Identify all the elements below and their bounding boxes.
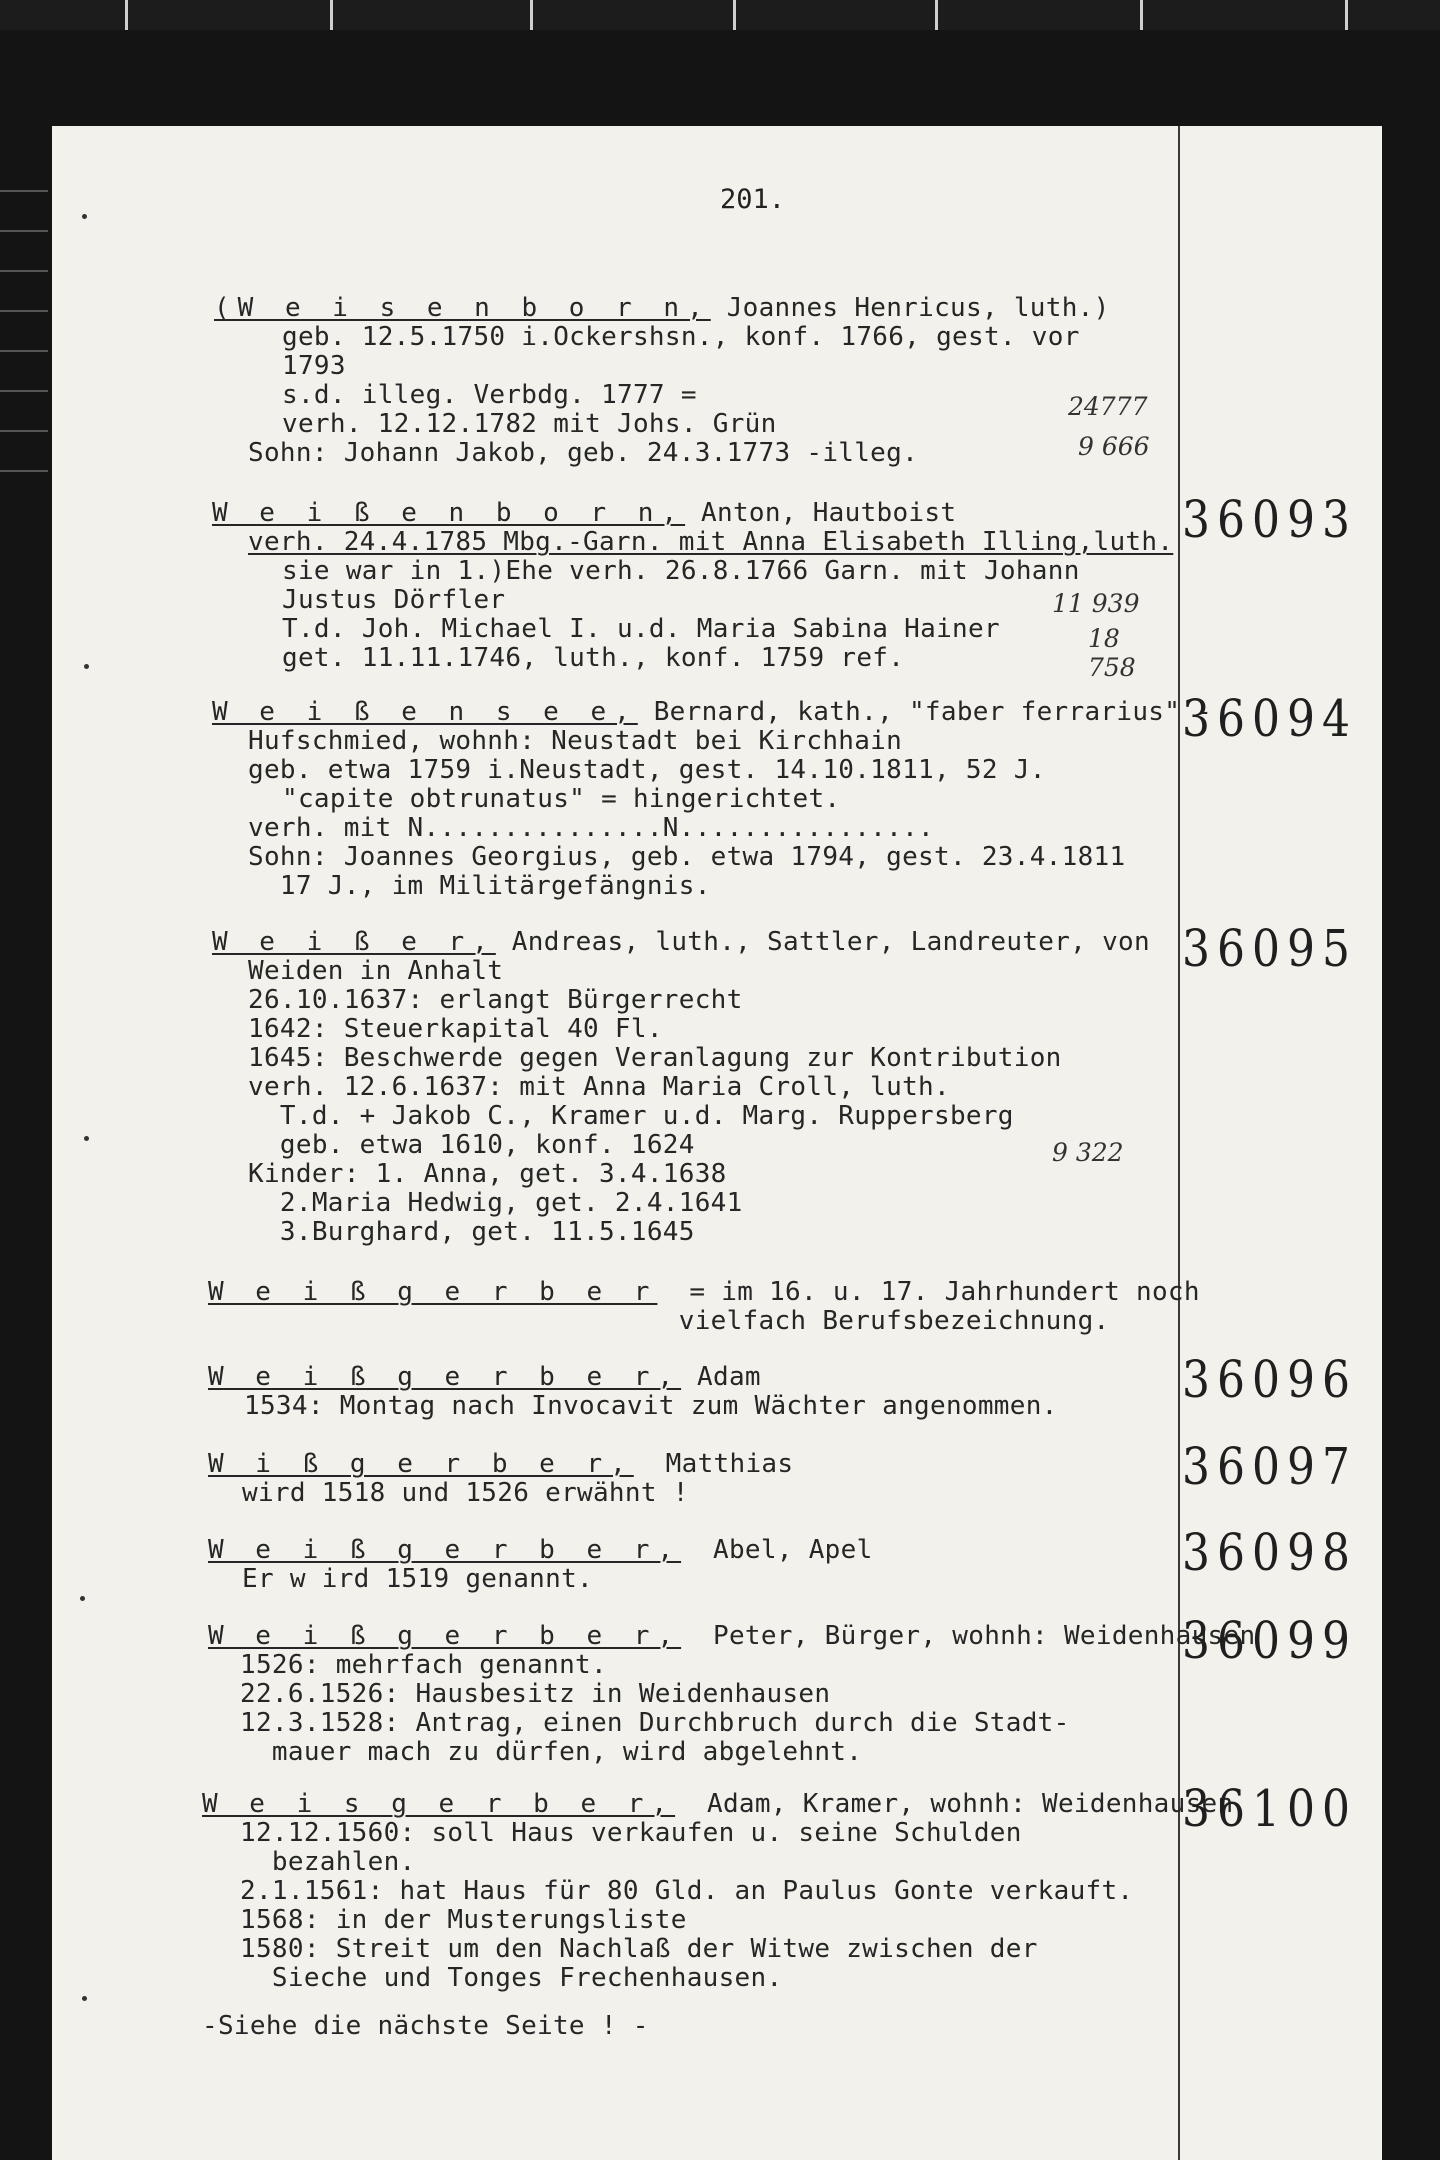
margin-mark [82,1996,87,2001]
entry-heading: W e i ß g e r b e r, Abel, Apel [208,1535,873,1565]
record-number: 36093 [1182,491,1357,550]
footer-note: -Siehe die nächste Seite ! - [202,2011,649,2041]
entry-line: Sohn: Johann Jakob, geb. 24.3.1773 -illeg. [248,438,919,468]
entry-line: 12.12.1560: soll Haus verkaufen u. seine Schulden [240,1818,1022,1848]
entry-line: 17 J., im Militärgefängnis. [248,871,711,901]
entry-line: sie war in 1.)Ehe verh. 26.8.1766 Garn. mit Johann [282,556,1080,586]
entry-heading: (W e i s e n b o r n, Joannes Henricus, luth.) [214,293,1110,323]
entry-line: 1534: Montag nach Invocavit zum Wächter angenommen. [244,1391,1058,1421]
entry-line: 26.10.1637: erlangt Bürgerrecht [248,985,743,1015]
margin-mark [84,1136,89,1141]
surname: W e i ß g e r b e r, [208,1621,682,1651]
entry-heading: W e i ß g e r b e r = im 16. u. 17. Jahrhundert noch [208,1277,1200,1307]
handwritten-note: 9 322 [1052,1138,1124,1167]
entry-line: bezahlen. [240,1847,416,1877]
page-number: 201. [720,184,786,215]
entry-heading: W e i ß e r, Andreas, luth., Sattler, Landreuter, von [212,927,1150,957]
handwritten-note: 9 666 [1078,432,1150,461]
entry-line: 12.3.1528: Antrag, einen Durchbruch durch die Stadt- [240,1708,1070,1738]
entry-line: 1526: mehrfach genannt. [240,1650,607,1680]
entry-line: verh. mit N...............N................ [248,813,934,843]
entry-line: T.d. + Jakob C., Kramer u.d. Marg. Ruppersberg [248,1101,1014,1131]
entry-line: Sohn: Joannes Georgius, geb. etwa 1794, gest. 23.4.1811 [248,842,1126,872]
entry-line: Kinder: 1. Anna, get. 3.4.1638 [248,1159,727,1189]
entry-line: 2.Maria Hedwig, get. 2.4.1641 [248,1188,743,1218]
surname: W e i ß e n s e e, [212,697,638,727]
entry-line: 22.6.1526: Hausbesitz in Weidenhausen [240,1679,831,1709]
record-number: 36095 [1182,920,1357,979]
record-number: 36097 [1182,1438,1357,1497]
document-page [52,126,1382,2160]
margin-rule [1178,126,1180,2160]
entry-line: verh. 24.4.1785 Mbg.-Garn. mit Anna Elisabeth Illing,luth. [248,527,1174,557]
record-number: 36098 [1182,1524,1357,1583]
record-number: 36094 [1182,690,1357,749]
surname: W e i ß g e r b e r, [208,1362,682,1392]
entry-line: Er w ird 1519 genannt. [242,1564,593,1594]
surname: W e i ß e n b o r n, [212,498,686,528]
entry-line: mauer mach zu dürfen, wird abgelehnt. [240,1737,863,1767]
entry-line: Sieche und Tonges Frechenhausen. [240,1963,783,1993]
entry-heading: W i ß g e r b e r, Matthias [208,1449,794,1479]
entry-line: s.d. illeg. Verbdg. 1777 = [282,380,697,410]
entry-line: 1642: Steuerkapital 40 Fl. [248,1014,663,1044]
entry-line: T.d. Joh. Michael I. u.d. Maria Sabina Hainer [282,614,1000,644]
surname: W i ß g e r b e r, [208,1449,634,1479]
entry-line: vielfach Berufsbezeichnung. [248,1306,1110,1336]
entry-line: get. 11.11.1746, luth., konf. 1759 ref. [282,643,905,673]
handwritten-note: 11 939 [1052,589,1140,618]
entry-line: Hufschmied, wohnh: Neustadt bei Kirchhain [248,726,903,756]
handwritten-note: 18 758 [1088,624,1136,682]
entry-line: wird 1518 und 1526 erwähnt ! [242,1478,689,1508]
entry-line: geb. 12.5.1750 i.Ockershsn., konf. 1766, gest. vor [282,322,1080,352]
entry-line: verh. 12.6.1637: mit Anna Maria Croll, luth. [248,1072,950,1102]
margin-mark [80,1596,85,1601]
entry-line: Weiden in Anhalt [248,956,504,986]
entry-line: 3.Burghard, get. 11.5.1645 [248,1217,695,1247]
margin-mark [84,664,89,669]
entry-line: Justus Dörfler [282,585,506,615]
entry-line: 1568: in der Musterungsliste [240,1905,687,1935]
record-number: 36096 [1182,1351,1357,1410]
surname: (W e i s e n b o r n, [214,293,711,323]
film-strip-top [0,0,1440,30]
record-number: 36100 [1182,1780,1357,1839]
margin-mark [82,214,87,219]
entry-line: 1793 [282,351,346,381]
entry-line: "capite obtrunatus" = hingerichtet. [282,784,841,814]
entry-heading: W e i ß e n s e e, Bernard, kath., "faber ferrarius" - [212,697,1213,727]
entry-line: geb. etwa 1610, konf. 1624 [248,1130,695,1160]
record-number: 36099 [1182,1612,1357,1671]
entry-line: 2.1.1561: hat Haus für 80 Gld. an Paulus Gonte verkauft. [240,1876,1134,1906]
handwritten-note: 24777 [1068,392,1148,421]
entry-heading: W e i s g e r b e r, Adam, Kramer, wohnh: Weidenhausen [202,1789,1234,1819]
entry-line: 1580: Streit um den Nachlaß der Witwe zwischen der [240,1934,1038,1964]
surname: W e i ß g e r b e r [208,1277,658,1307]
entry-heading: W e i ß e n b o r n, Anton, Hautboist [212,498,957,528]
entry-line: geb. etwa 1759 i.Neustadt, gest. 14.10.1811, 52 J. [248,755,1046,785]
entry-line: verh. 12.12.1782 mit Johs. Grün [282,409,777,439]
surname: W e i ß g e r b e r, [208,1535,682,1565]
entry-heading: W e i ß g e r b e r, Peter, Bürger, wohnh: Weidenhausen [208,1621,1256,1651]
entry-line: 1645: Beschwerde gegen Veranlagung zur Kontribution [248,1043,1062,1073]
surname: W e i s g e r b e r, [202,1789,676,1819]
entry-heading: W e i ß g e r b e r, Adam [208,1362,761,1392]
surname: W e i ß e r, [212,927,496,957]
